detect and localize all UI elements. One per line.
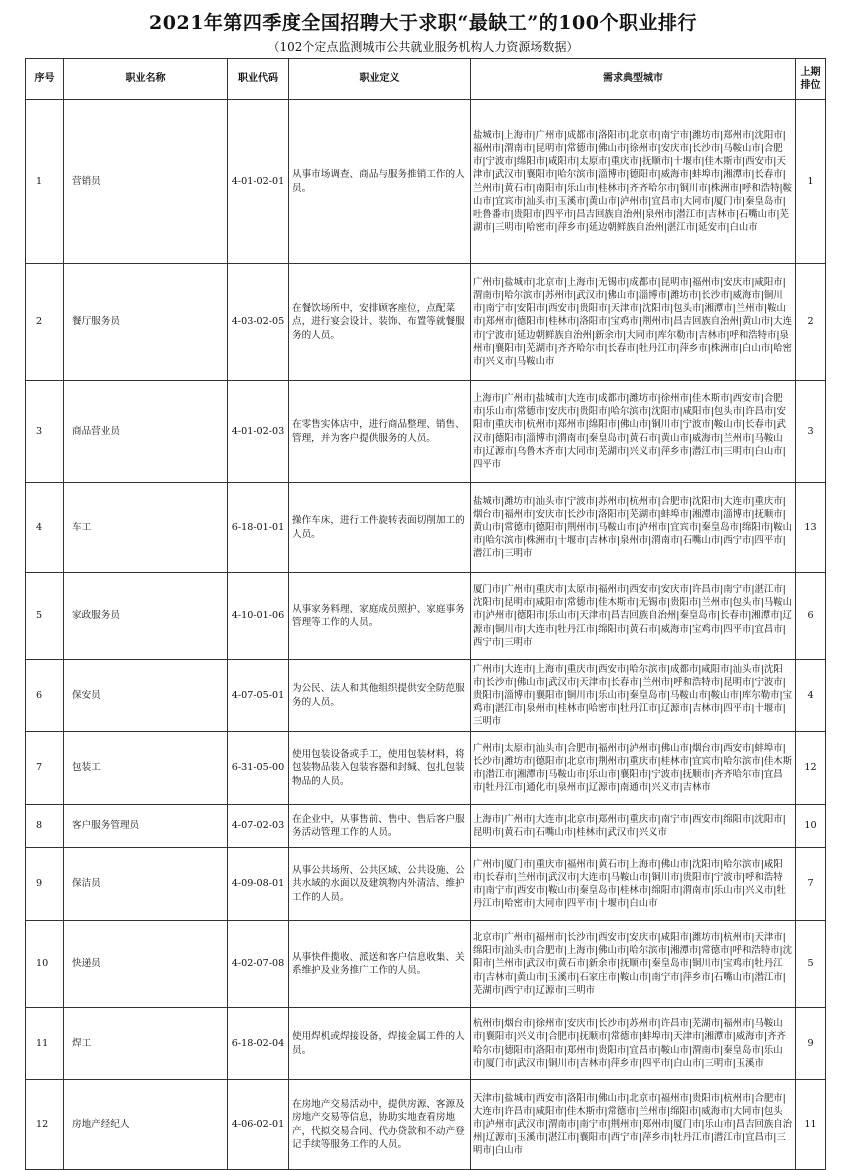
row-prev-rank: 13 — [796, 483, 826, 573]
row-occupation-name: 餐厅服务员 — [64, 264, 228, 381]
row-seq: 9 — [26, 848, 64, 921]
row-cities: 广州市|厦门市|重庆市|福州市|黄石市|上海市|佛山市|沈阳市|哈尔滨市|咸阳市|长春市|兰州市|武汉市|大连市|马鞍山市|铜川市|贵阳市|宁波市|呼和浩特市|南宁市|西安市|鞍山市|秦皇岛市|桂林市|绵阳市|渭南市|乐山市|兴义市|牡丹江市|哈密市|大同市|四平市|十堰市|白山市 — [471, 848, 796, 921]
row-cities: 天津市|盐城市|西安市|洛阳市|佛山市|北京市|福州市|贵阳市|杭州市|合肥市|大连市|许昌市|咸阳市|佳木斯市|常德市|兰州市|绵阳市|威海市|大同市|包头市|泸州市|武汉市|渭南市|南宁市|荆州市|郑州市|厦门市|乐山市|昌吉回族自治州|辽源市|玉溪市|湛江市|襄阳市|西宁市|萍乡市|牡丹江市|潜江市|宜昌市|三明市|白山市 — [471, 1080, 796, 1170]
header-prev-rank: 上期排位 — [796, 59, 826, 100]
table-row — [26, 381, 826, 483]
row-definition: 为公民、法人和其他组织提供安全防范服务的人员。 — [289, 660, 471, 732]
header-seq: 序号 — [26, 59, 64, 100]
row-occupation-name: 车工 — [64, 483, 228, 573]
row-definition: 在房地产交易活动中，提供房源、客源及房地产交易等信息，协助实地查看房地产，代拟交易合同、代办贷款和不动产登记手续等服务工作的人员。 — [289, 1080, 471, 1170]
row-definition: 从事家务料理、家庭成员照护、家庭事务管理等工作的人员。 — [289, 573, 471, 660]
row-occupation-code: 6-18-02-04 — [228, 1008, 289, 1080]
row-cities: 杭州市|烟台市|徐州市|安庆市|长沙市|苏州市|许昌市|芜湖市|福州市|马鞍山市|襄阳市|兴义市|合肥市|抚顺市|常德市|蚌埠市|天津市|湘潭市|威海市|齐齐哈尔市|德阳市|洛阳市|郑州市|贵阳市|宜昌市|鞍山市|渭南市|秦皇岛市|乐山市|厦门市|武汉市|铜川市|吉林市|萍乡市|四平市|白山市|三明市|玉溪市 — [471, 1008, 796, 1080]
page-title: 2021年第四季度全国招聘大于求职“最缺工”的100个职业排行 — [149, 12, 697, 34]
occupation-table — [25, 58, 826, 1170]
table-row — [26, 660, 826, 732]
row-seq: 5 — [26, 573, 64, 660]
row-occupation-code: 4-06-02-01 — [228, 1080, 289, 1170]
row-occupation-name: 快递员 — [64, 921, 228, 1008]
row-seq: 10 — [26, 921, 64, 1008]
row-definition: 从事公共场所、公共区域、公共设施、公共水域的水面以及建筑物内外清洁、维护工作的人员。 — [289, 848, 471, 921]
table-row — [26, 1008, 826, 1080]
row-prev-rank: 5 — [796, 921, 826, 1008]
row-occupation-code: 6-31-05-00 — [228, 732, 289, 805]
row-seq: 6 — [26, 660, 64, 732]
row-prev-rank: 3 — [796, 381, 826, 483]
row-definition: 在餐饮场所中，安排顾客座位，点配菜点，进行宴会设计、装饰、布置等就餐服务的人员。 — [289, 264, 471, 381]
row-prev-rank: 1 — [796, 100, 826, 264]
row-occupation-name: 商品营业员 — [64, 381, 228, 483]
row-cities: 广州市|太原市|汕头市|合肥市|福州市|泸州市|佛山市|烟台市|西安市|蚌埠市|长沙市|潍坊市|德阳市|北京市|荆州市|重庆市|桂林市|宜宾市|哈尔滨市|佳木斯市|潜江市|湘潭市|马鞍山市|乐山市|襄阳市|宁波市|抚顺市|齐齐哈尔市|宜昌市|牡丹江市|通化市|泉州市|辽源市|南通市|兴义市|吉林市 — [471, 732, 796, 805]
row-cities: 盐城市|上海市|广州市|成都市|洛阳市|北京市|南宁市|潍坊市|郑州市|沈阳市|福州市|渭南市|昆明市|常德市|佛山市|徐州市|安庆市|长沙市|马鞍山市|合肥市|宁波市|绵阳市|咸阳市|太原市|重庆市|抚顺市|十堰市|佳木斯市|西安市|天津市|武汉市|襄阳市|哈尔滨市|淄博市|德阳市|威海市|蚌埠市|湘潭市|长春市|兰州市|黄石市|南阳市|乐山市|桂林市|齐齐哈尔市|铜川市|株洲市|呼和浩特|鞍山市|宜宾市|汕头市|玉溪市|黄山市|泸州市|宜昌市|大同市|厦门市|秦皇岛市|吐鲁番市|贵阳市|四平市|昌吉回族自治州|泉州市|潜江市|吉林市|石嘴山市|芜湖市|三明市|哈密市|萍乡市|延边朝鲜族自治州|湛江市|延安市|白山市 — [471, 100, 796, 264]
row-definition: 在零售实体店中，进行商品整理、销售、管理，并为客户提供服务的人员。 — [289, 381, 471, 483]
row-occupation-name: 保洁员 — [64, 848, 228, 921]
row-prev-rank: 7 — [796, 848, 826, 921]
row-cities: 广州市|大连市|上海市|重庆市|西安市|哈尔滨市|成都市|咸阳市|汕头市|沈阳市|长沙市|佛山市|武汉市|天津市|长春市|兰州市|呼和浩特市|昆明市|宁波市|贵阳市|淄博市|襄阳市|铜川市|乐山市|秦皇岛市|马鞍山市|鞍山市|库尔勒市|宝鸡市|湛江市|泉州市|桂林市|哈密市|牡丹江市|辽源市|吉林市|四平市|十堰市|三明市 — [471, 660, 796, 732]
row-seq: 12 — [26, 1080, 64, 1170]
row-seq: 3 — [26, 381, 64, 483]
row-occupation-name: 营销员 — [64, 100, 228, 264]
page-subtitle: （102个定点监测城市公共就业服务机构人力资源场数据） — [267, 40, 579, 54]
row-seq: 2 — [26, 264, 64, 381]
row-occupation-code: 4-10-01-06 — [228, 573, 289, 660]
row-seq: 11 — [26, 1008, 64, 1080]
table-row — [26, 100, 826, 264]
row-prev-rank: 4 — [796, 660, 826, 732]
row-seq: 4 — [26, 483, 64, 573]
header-cities: 需求典型城市 — [471, 59, 796, 100]
row-cities: 上海市|广州市|盐城市|大连市|成都市|潍坊市|徐州市|佳木斯市|西安市|合肥市|乐山市|常德市|安庆市|贵阳市|哈尔滨市|沈阳市|咸阳市|包头市|许昌市|安阳市|重庆市|杭州市|郑州市|绵阳市|佛山市|铜川市|宁波市|鞍山市|长春市|武汉市|德阳市|淄博市|渭南市|秦皇岛市|黄石市|黄山市|威海市|兰州市|马鞍山市|辽源市|乌鲁木齐市|大同市|芜湖市|兴义市|萍乡市|潜江市|三明市|白山市|四平市 — [471, 381, 796, 483]
row-seq: 1 — [26, 100, 64, 264]
row-cities: 广州市|盐城市|北京市|上海市|无锡市|成都市|昆明市|福州市|安庆市|咸阳市|渭南市|哈尔滨市|苏州市|武汉市|佛山市|淄博市|潍坊市|长沙市|威海市|铜川市|南宁市|安阳市|西安市|贵阳市|天津市|沈阳市|包头市|湘潭市|兰州市|鞍山市|郑州市|德阳市|桂林市|洛阳市|宝鸡市|荆州市|昌吉回族自治州|黄山市|大连市|宁波市|延边朝鲜族自治州|新余市|大同市|库尔勒市|吉林市|呼和浩特市|泉州市|襄阳市|芜湖市|齐齐哈尔市|长春市|牡丹江市|萍乡市|株洲市|白山市|哈密市|兴义市|马鞍山市 — [471, 264, 796, 381]
table-row — [26, 264, 826, 381]
row-occupation-code: 4-09-08-01 — [228, 848, 289, 921]
header-name: 职业名称 — [64, 59, 228, 100]
row-seq: 8 — [26, 805, 64, 848]
row-cities: 盐城市|潍坊市|汕头市|宁波市|苏州市|杭州市|合肥市|沈阳市|大连市|重庆市|烟台市|福州市|安庆市|长沙市|洛阳市|芜湖市|蚌埠市|湘潭市|淄博市|抚顺市|黄山市|常德市|德阳市|荆州市|马鞍山市|泸州市|宜宾市|秦皇岛市|绵阳市|鞍山市|哈尔滨市|株洲市|十堰市|吉林市|泉州市|渭南市|石嘴山市|西宁市|四平市|潜江市|三明市 — [471, 483, 796, 573]
row-occupation-code: 4-07-02-03 — [228, 805, 289, 848]
row-occupation-name: 房地产经纪人 — [64, 1080, 228, 1170]
row-prev-rank: 2 — [796, 264, 826, 381]
table-row — [26, 921, 826, 1008]
table-row — [26, 848, 826, 921]
table-row — [26, 1080, 826, 1170]
header-code: 职业代码 — [228, 59, 289, 100]
row-prev-rank: 10 — [796, 805, 826, 848]
table-row — [26, 573, 826, 660]
row-cities: 北京市|广州市|福州市|长沙市|西安市|安庆市|咸阳市|潍坊市|杭州市|天津市|绵阳市|汕头市|合肥市|上海市|佛山市|哈尔滨市|湘潭市|常德市|呼和浩特市|沈阳市|兰州市|武汉市|黄石市|新余市|抚顺市|秦皇岛市|铜川市|宝鸡市|牡丹江市|吉林市|黄山市|玉溪市|石家庄市|鞍山市|南宁市|萍乡市|石嘴山市|潜江市|芜湖市|西宁市|辽源市|三明市 — [471, 921, 796, 1008]
row-definition: 使用焊机或焊接设备，焊接金属工件的人员。 — [289, 1008, 471, 1080]
row-occupation-code: 4-01-02-03 — [228, 381, 289, 483]
row-cities: 上海市|广州市|大连市|北京市|郑州市|重庆市|南宁市|西安市|绵阳市|沈阳市|昆明市|黄石市|石嘴山市|桂林市|武汉市|兴义市 — [471, 805, 796, 848]
table-header-row — [26, 59, 826, 100]
row-prev-rank: 6 — [796, 573, 826, 660]
table-row — [26, 483, 826, 573]
row-occupation-name: 焊工 — [64, 1008, 228, 1080]
row-occupation-name: 包装工 — [64, 732, 228, 805]
table-row — [26, 732, 826, 805]
row-definition: 从事快件揽收、派送和客户信息收集、关系维护及业务推广工作的人员。 — [289, 921, 471, 1008]
row-occupation-code: 4-02-07-08 — [228, 921, 289, 1008]
row-occupation-name: 家政服务员 — [64, 573, 228, 660]
row-occupation-code: 4-01-02-01 — [228, 100, 289, 264]
row-cities: 厦门市|广州市|重庆市|太原市|福州市|西安市|安庆市|许昌市|南宁市|湛江市|沈阳市|昆明市|咸阳市|常德市|佳木斯市|无锡市|贵阳市|兰州市|包头市|马鞍山市|泸州市|德阳市|乐山市|天津市|昌吉回族自治州|秦皇岛市|长春市|湘潭市|辽源市|铜川市|大连市|牡丹江市|绵阳市|黄石市|威海市|宝鸡市|四平市|宜昌市|西宁市|三明市 — [471, 573, 796, 660]
table-row — [26, 805, 826, 848]
row-prev-rank: 11 — [796, 1080, 826, 1170]
row-prev-rank: 12 — [796, 732, 826, 805]
row-occupation-code: 4-07-05-01 — [228, 660, 289, 732]
row-occupation-name: 客户服务管理员 — [64, 805, 228, 848]
row-definition: 在企业中，从事售前、售中、售后客户服务活动管理工作的人员。 — [289, 805, 471, 848]
row-definition: 操作车床，进行工件旋转表面切削加工的人员。 — [289, 483, 471, 573]
row-prev-rank: 9 — [796, 1008, 826, 1080]
header-definition: 职业定义 — [289, 59, 471, 100]
row-occupation-name: 保安员 — [64, 660, 228, 732]
row-seq: 7 — [26, 732, 64, 805]
row-occupation-code: 6-18-01-01 — [228, 483, 289, 573]
row-definition: 从事市场调查、商品与服务推销工作的人员。 — [289, 100, 471, 264]
row-occupation-code: 4-03-02-05 — [228, 264, 289, 381]
row-definition: 使用包装设备或手工，使用包装材料，将包装物品装入包装容器和封缄、包扎包装物品的人员。 — [289, 732, 471, 805]
